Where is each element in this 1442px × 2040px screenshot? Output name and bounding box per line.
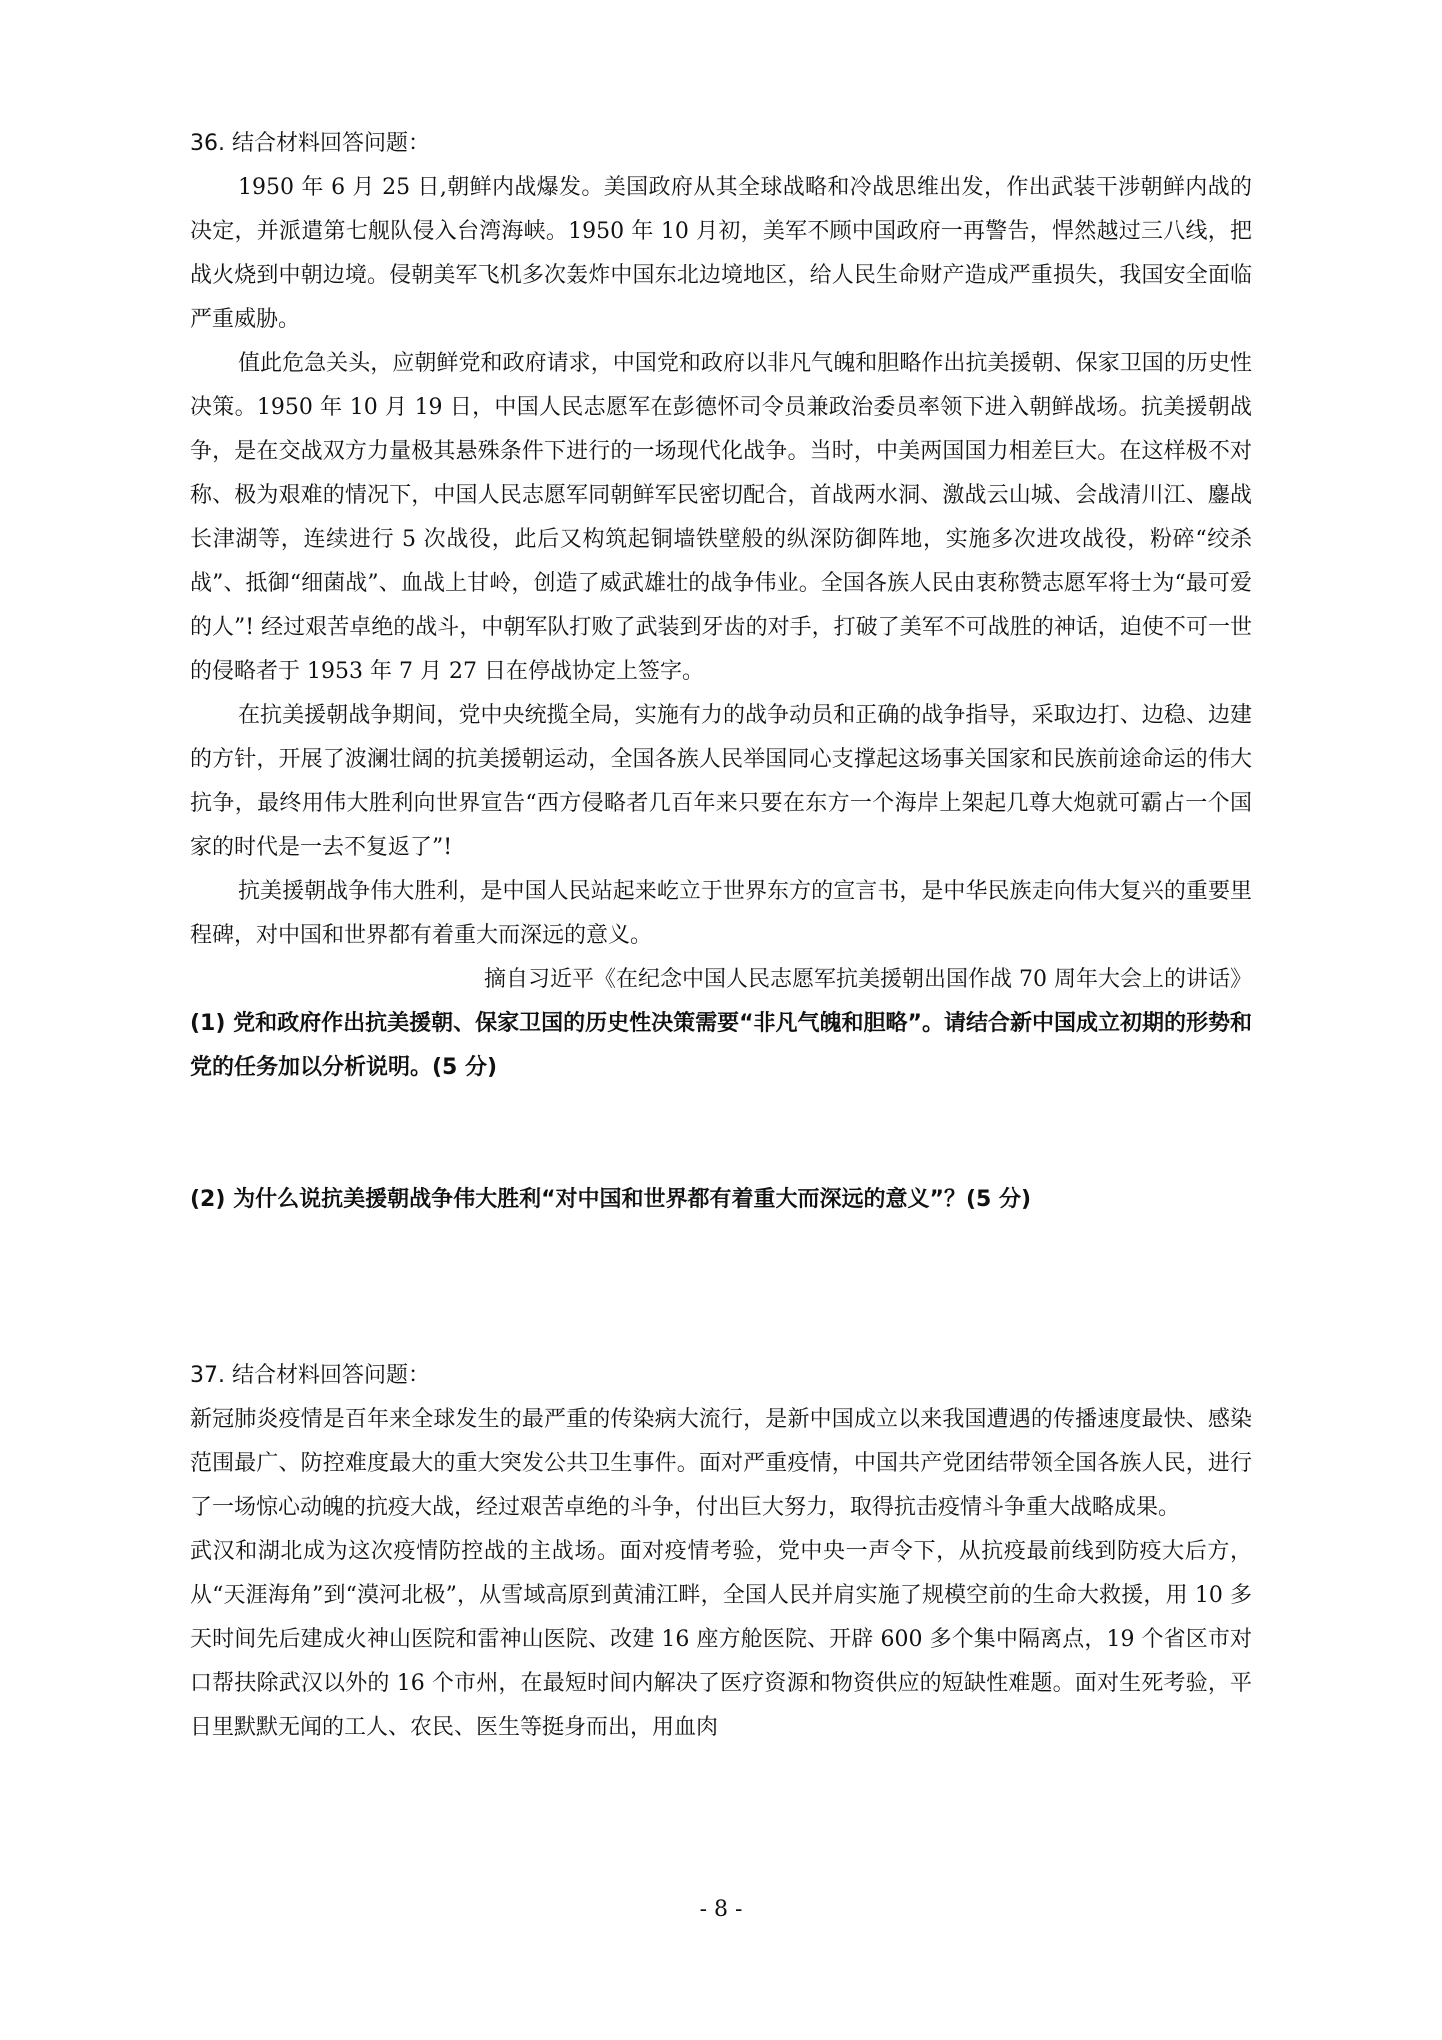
question-36-1: (1) 党和政府作出抗美援朝、保家卫国的历史性决策需要“非凡气魄和胆略”。请结合新中国成立初期的形势和党的任务加以分析说明。(5 分)	[190, 1011, 1252, 1080]
document-page	[190, 122, 1252, 1750]
q36-paragraph-3: 在抗美援朝战争期间，党中央统揽全局，实施有力的战争动员和正确的战争指导，采取边打、边稳、边建的方针，开展了波澜壮阔的抗美援朝运动，全国各族人民举国同心支撑起这场事关国家和民族前途命运的伟大抗争，最终用伟大胜利向世界宣告“西方侵略者几百年来只要在东方一个海岸上架起几尊大炮就可霸占一个国家的时代是一去不复返了”!	[190, 703, 1252, 860]
answer-space-36-2	[190, 1222, 1252, 1354]
q36-paragraph-1: 1950 年 6 月 25 日,朝鲜内战爆发。美国政府从其全球战略和冷战思维出发，作出武装干涉朝鲜内战的决定，并派遣第七舰队侵入台湾海峡。1950 年 10 月初，美军不顾中国政府一再警告，悍然越过三八线，把战火烧到中朝边境。侵朝美军飞机多次轰炸中国东北边境地区，给人民生命财产造成严重损失，我国安全面临严重威胁。	[190, 175, 1252, 332]
source-citation: 摘自习近平《在纪念中国人民志愿军抗美援朝出国作战 70 周年大会上的讲话》	[484, 967, 1252, 992]
page-number: - 8 -	[699, 1897, 743, 1922]
question-36-heading: 36. 结合材料回答问题：	[190, 131, 430, 156]
question-36-2: (2) 为什么说抗美援朝战争伟大胜利“对中国和世界都有着重大而深远的意义”？(5 分)	[190, 1187, 1032, 1212]
answer-space-36-1	[190, 1090, 1252, 1178]
q36-paragraph-2: 值此危急关头，应朝鲜党和政府请求，中国党和政府以非凡气魄和胆略作出抗美援朝、保家卫国的历史性决策。1950 年 10 月 19 日，中国人民志愿军在彭德怀司令员兼政治委员率领下进入朝鲜战场。抗美援朝战争，是在交战双方力量极其悬殊条件下进行的一场现代化战争。当时，中美两国国力相差巨大。在这样极不对称、极为艰难的情况下，中国人民志愿军同朝鲜军民密切配合，首战两水洞、激战云山城、会战清川江、鏖战长津湖等，连续进行 5 次战役，此后又构筑起铜墙铁壁般的纵深防御阵地，实施多次进攻战役，粉碎“绞杀战”、抵御“细菌战”、血战上甘岭，创造了威武雄壮的战争伟业。全国各族人民由衷称赞志愿军将士为“最可爱的人”! 经过艰苦卓绝的战斗，中朝军队打败了武装到牙齿的对手，打破了美军不可战胜的神话，迫使不可一世的侵略者于 1953 年 7 月 27 日在停战协定上签字。	[190, 351, 1252, 684]
q37-paragraph-1: 新冠肺炎疫情是百年来全球发生的最严重的传染病大流行，是新中国成立以来我国遭遇的传播速度最快、感染范围最广、防控难度最大的重大突发公共卫生事件。面对严重疫情，中国共产党团结带领全国各族人民，进行了一场惊心动魄的抗疫大战，经过艰苦卓绝的斗争，付出巨大努力，取得抗击疫情斗争重大战略成果。	[190, 1407, 1252, 1520]
question-37-heading: 37. 结合材料回答问题：	[190, 1363, 430, 1388]
q36-paragraph-4: 抗美援朝战争伟大胜利，是中国人民站起来屹立于世界东方的宣言书，是中华民族走向伟大复兴的重要里程碑，对中国和世界都有着重大而深远的意义。	[190, 879, 1252, 948]
q37-paragraph-2: 武汉和湖北成为这次疫情防控战的主战场。面对疫情考验，党中央一声令下，从抗疫最前线到防疫大后方，从“天涯海角”到“漠河北极”，从雪域高原到黄浦江畔，全国人民并肩实施了规模空前的生命大救援，用 10 多天时间先后建成火神山医院和雷神山医院、改建 16 座方舱医院、开辟 600 多个集中隔离点，19 个省区市对口帮扶除武汉以外的 16 个市州，在最短时间内解决了医疗资源和物资供应的短缺性难题。面对生死考验，平日里默默无闻的工人、农民、医生等挺身而出，用血肉	[190, 1539, 1252, 1740]
